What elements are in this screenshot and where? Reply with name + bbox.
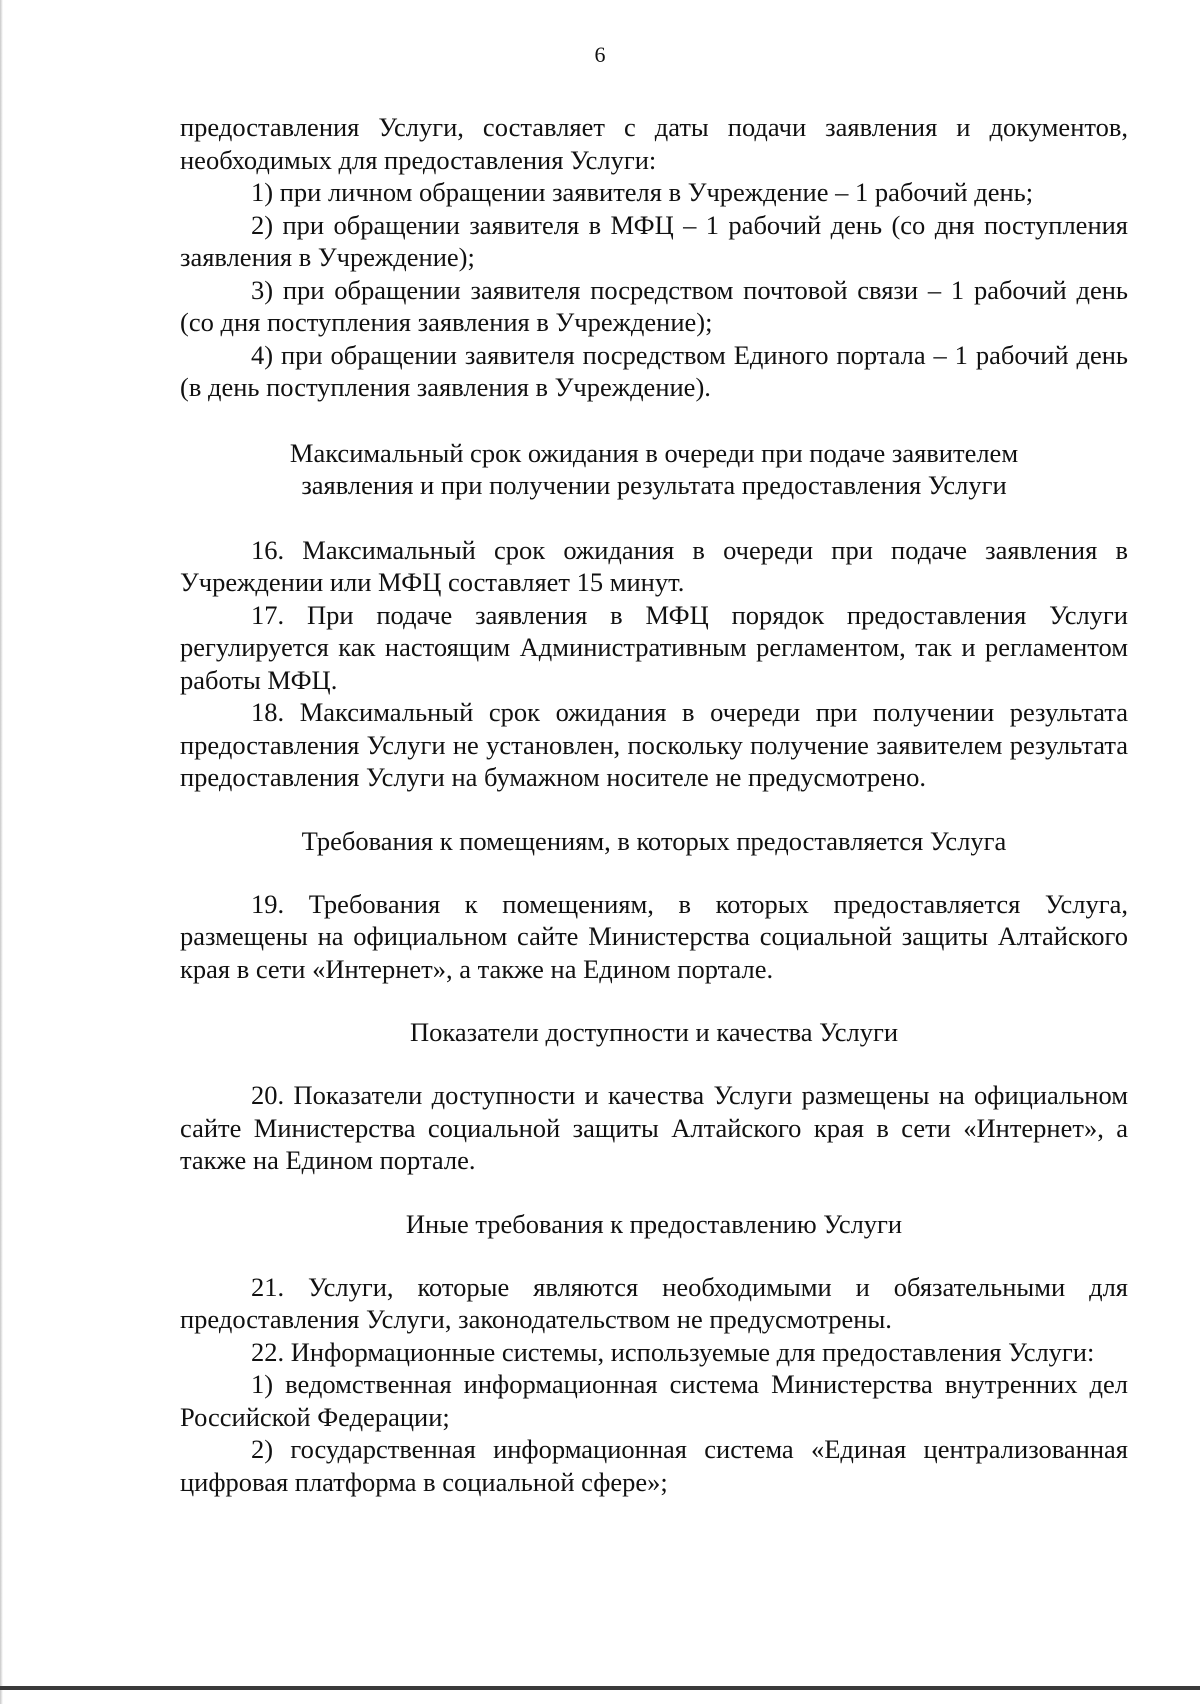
heading-line: заявления и при получении результата предоставления Услуги — [301, 469, 1007, 500]
list-item-4: 4) при обращении заявителя посредством Единого портала – 1 рабочий день (в день поступления заявления в Учреждение). — [180, 339, 1128, 402]
spacer — [180, 404, 1128, 437]
spacer — [180, 985, 1128, 1016]
section-heading-other-requirements — [180, 1208, 1128, 1240]
paragraph-continuation: предоставления Услуги, составляет с даты подачи заявления и документов, необходимых для предоставления Услуги: — [180, 112, 1128, 175]
heading-line: Требования к помещениям, в которых предоставляется Услуга — [301, 825, 1007, 856]
document-body — [180, 111, 1128, 1498]
spacer — [180, 794, 1128, 825]
clause-22: 22. Информационные системы, используемые для предоставления Услуги: — [251, 1336, 1095, 1367]
scan-bottom-edge — [0, 1686, 1200, 1690]
heading-line: Максимальный срок ожидания в очереди при подаче заявителем — [289, 437, 1019, 468]
page-number: 6 — [594, 42, 606, 67]
heading-line: Иные требования к предоставлению Услуги — [405, 1208, 903, 1239]
list-item-1: 1) при личном обращении заявителя в Учреждение – 1 рабочий день; — [251, 177, 1034, 207]
spacer — [180, 1240, 1128, 1271]
clause-19: 19. Требования к помещениям, в которых предоставляется Услуга, размещены на официальном сайте Министерства социальной защиты Алтайского края в сети «Интернет», а также на Едином портале. — [180, 888, 1128, 984]
heading-line: Показатели доступности и качества Услуги — [409, 1017, 899, 1047]
clause-17: 17. При подаче заявления в МФЦ порядок предоставления Услуги регулируется как настоящим Административным регламентом, так и регламентом работы МФЦ. — [180, 599, 1128, 695]
spacer — [180, 1177, 1128, 1208]
clause-21: 21. Услуги, которые являются необходимыми и обязательными для предоставления Услуги, законодательством не предусмотрены. — [180, 1271, 1128, 1334]
clause-16: 16. Максимальный срок ожидания в очереди при подаче заявления в Учреждении или МФЦ составляет 15 минут. — [180, 534, 1128, 597]
list-item-2: 2) при обращении заявителя в МФЦ – 1 рабочий день (со дня поступления заявления в Учреждение); — [180, 209, 1128, 272]
clause-20: 20. Показатели доступности и качества Услуги размещены на официальном сайте Министерства социальной защиты Алтайского края в сети «Интернет», а также на Едином портале. — [180, 1080, 1128, 1175]
spacer — [180, 1048, 1128, 1079]
spacer — [180, 501, 1128, 534]
clause-22-item-2: 2) государственная информационная система «Единая централизованная цифровая платформа в социальной сфере»; — [180, 1434, 1128, 1497]
list-item-3: 3) при обращении заявителя посредством почтовой связи – 1 рабочий день (со дня поступления заявления в Учреждение); — [180, 274, 1128, 337]
section-heading-premises — [180, 825, 1128, 857]
clause-22-item-1: 1) ведомственная информационная система Министерства внутренних дел Российской Федерации; — [180, 1369, 1128, 1432]
clause-18: 18. Максимальный срок ожидания в очереди при получении результата предоставления Услуги не установлен, поскольку получение заявителем результата предоставления Услуги на бумажном носителе не предусмотрено. — [180, 697, 1128, 792]
section-heading-accessibility — [180, 1016, 1128, 1048]
spacer — [180, 857, 1128, 888]
scan-left-edge — [0, 0, 3, 1704]
section-heading-queue-time — [180, 437, 1128, 501]
